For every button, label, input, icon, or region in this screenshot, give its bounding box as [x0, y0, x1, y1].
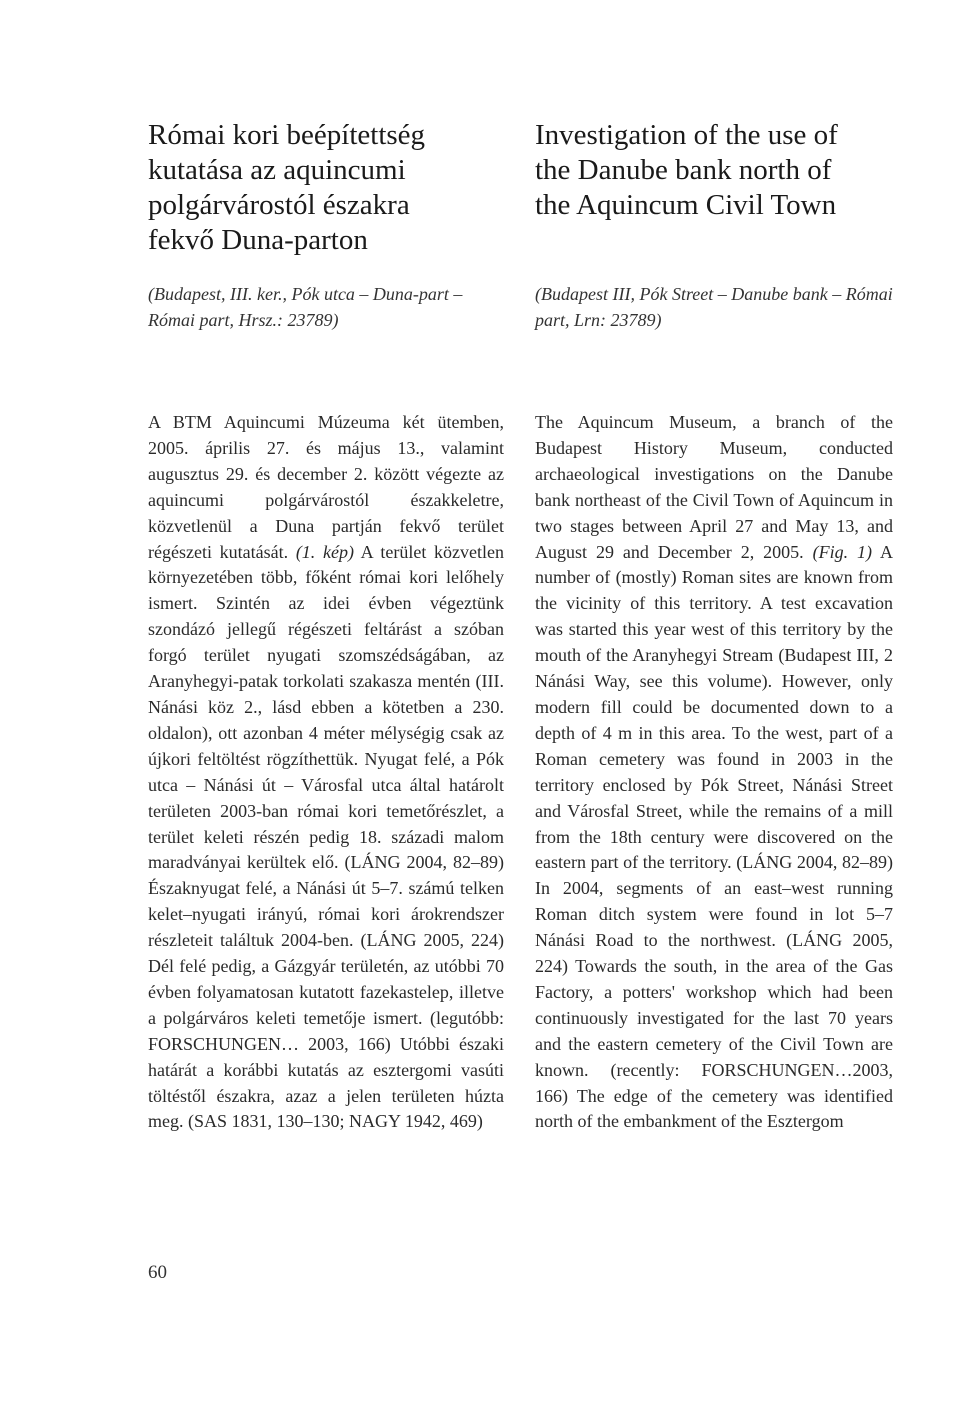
- english-location: (Budapest III, Pók Street – Danube bank – Római part, Lrn: 23789): [535, 284, 893, 330]
- english-title: Investigation of the use of the Danube bank north of the Aquincum Civil Town: [535, 119, 838, 221]
- english-body-part-2: A number of (mostly) Roman sites are known from the vicinity of this territory. A test excavation was started this year west of this territory by the mouth of the Aranyhegyi Stream (Budapest III, 2 Nánási Way, see this volume). However, only modern fill could be documented down to a depth of 4 m in this area. To the west, part of a Roman cemetery was found in 2003 in the territory enclosed by Pók Street, Nánási Street and Városfal Street, while the remains of a mill from the 18th century were discovered on the eastern part of the territory. (LÁNG 2004, 82–89) In 2004, segments of an east–west running Roman ditch system were found in lot 5–7 Nánási Road to the northwest. (LÁNG 2005, 224) Towards the south, in the area of the Gas Factory, a potters' workshop which had been continuously investigated for the last 70 years and the eastern cemetery of the Civil Town are known. (recently: FORSCHUNGEN…2003, 166) The edge of the cemetery was identified north of the embankment of the Esztergom: [535, 541, 893, 1132]
- english-body-part-1: The Aquincum Museum, a branch of the Budapest History Museum, conducted archaeological investigations on the Danube bank northeast of the Civil Town of Aquincum in two stages between April 27 and May 13, and August 29 and December 2, 2005.: [535, 412, 893, 562]
- english-figure-reference: (Fig. 1): [812, 541, 873, 562]
- hungarian-body-text: [148, 410, 504, 1135]
- hungarian-figure-reference: (1. kép): [295, 541, 354, 562]
- hungarian-title: Római kori beépítettség kutatása az aquincumi polgárvárostól északra fekvő Duna-parton: [148, 119, 426, 256]
- hungarian-location: (Budapest, III. ker., Pók utca – Duna-part – Római part, Hrsz.: 23789): [148, 284, 463, 330]
- page-number: 60: [148, 1262, 167, 1283]
- english-body-text: [535, 410, 893, 1135]
- hungarian-body-part-2: A terület közvetlen környezetében több, főként római kori lelőhely ismert. Szintén az idei évben végeztünk szondázó jellegű régészeti feltárást a szóban forgó terület nyugati szomszédságában, az Aranyhegyi-patak torkolati szakasza mentén (III. Nánási köz 2., lásd ebben a kötetben a 230. oldalon), ott azonban 4 méter mélységig csak az újkori feltöltést rögzíthettük. Nyugat felé, a Pók utca – Nánási út – Városfal utca által határolt területen 2003-ban római kori temetőrészlet, a terület keleti részén pedig 18. századi malom maradványai kerültek elő. (LÁNG 2004, 82–89) Északnyugat felé, a Nánási út 5–7. számú telken kelet–nyugati irányú, római kori árokrendszer részleteit találtuk 2004-ben. (LÁNG 2005, 224) Dél felé pedig, a Gázgyár területén, az utóbbi 70 évben folyamatosan kutatott fazekastelep, illetve a polgárváros keleti temetője ismert. (legutóbb: FORSCHUNGEN… 2003, 166) Utóbbi északi határát a korábbi kutatás az esztergomi vasúti töltéstől északra, azaz a jelen területen húzta meg. (SAS 1831, 130–130; NAGY 1942, 469): [148, 541, 504, 1132]
- hungarian-body-part-1: A BTM Aquincumi Múzeuma két ütemben, 2005. április 27. és május 13., valamint augusztus 29. és december 2. között végezte az aquincumi polgárvárostól északkeletre, közvetlenül a Duna partján fekvő terület régészeti kutatását.: [148, 412, 504, 562]
